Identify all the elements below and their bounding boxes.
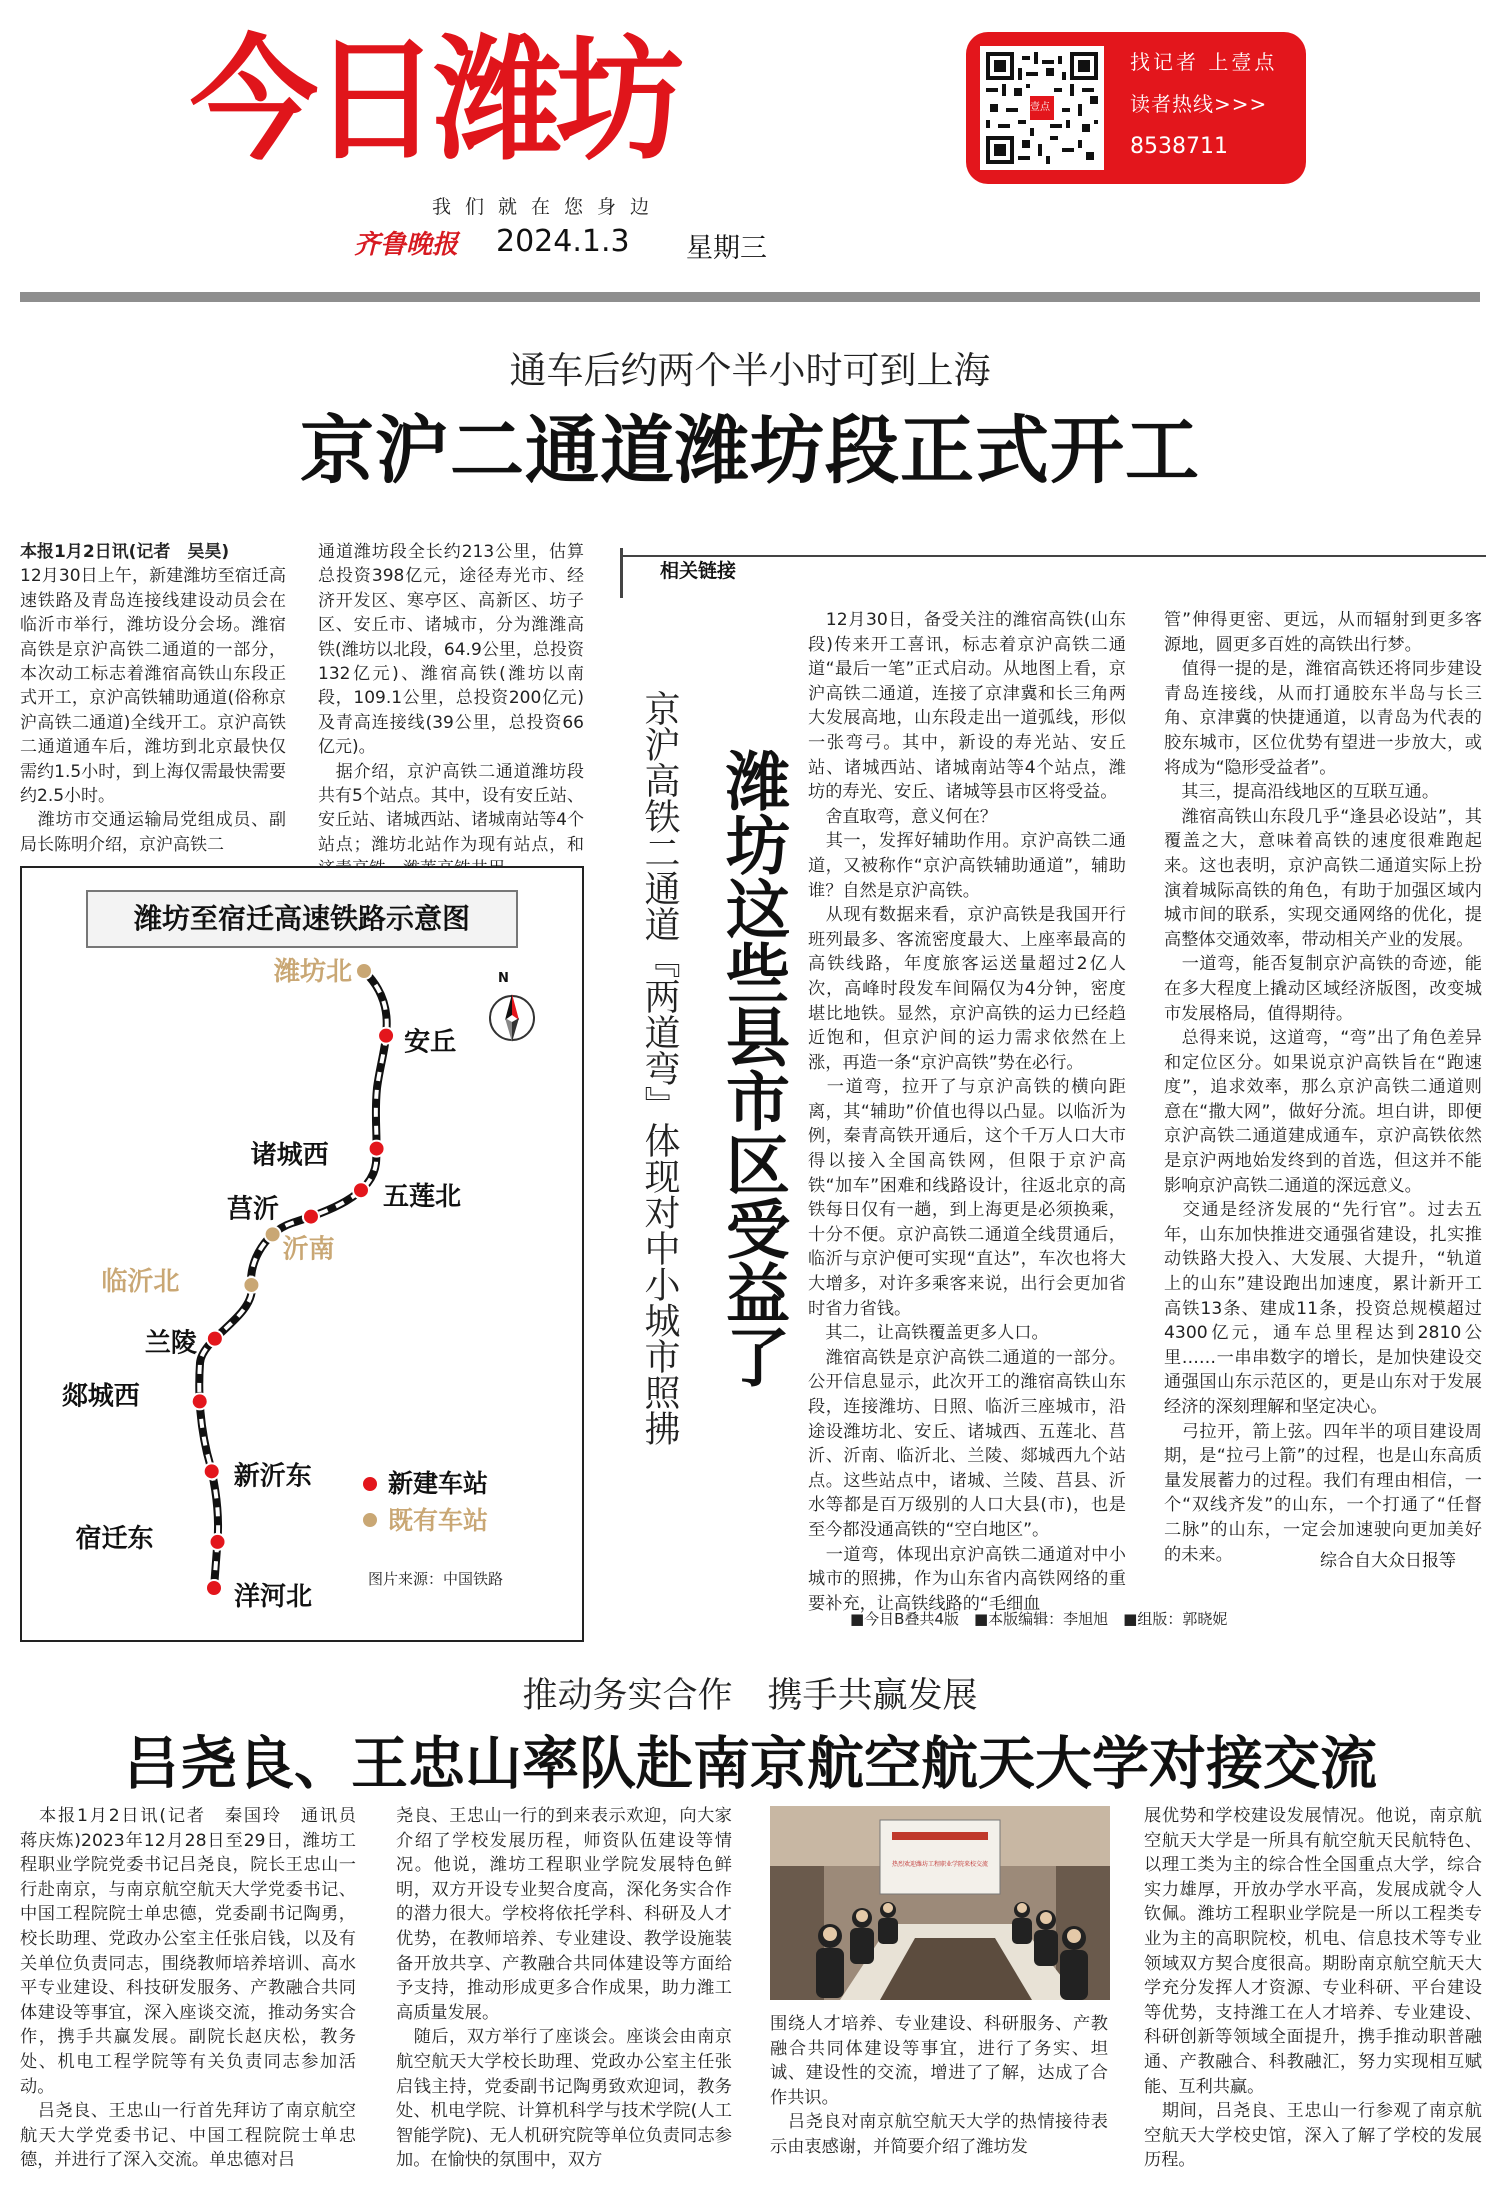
- related-box-rule: [620, 555, 1486, 557]
- station-marker-11: [210, 1534, 226, 1550]
- station-marker-12: [206, 1580, 222, 1596]
- station-label-10: 新沂东: [233, 1461, 312, 1492]
- related-link-label: 相关链接: [660, 560, 737, 582]
- station-marker-4: [353, 1182, 369, 1198]
- related-box-corner: [620, 548, 636, 598]
- north-compass-icon: [490, 971, 534, 1042]
- photo-banner-text: 热烈欢迎潍坊工程职业学院来校交流: [891, 1861, 989, 1868]
- station-label-9: 郯城西: [61, 1381, 140, 1412]
- article1-body-1: 12月30日上午，新建潍坊至宿迁高速铁路及青岛连接线建设动员会在临沂市举行，潍坊设分会场。潍宿高铁是京沪高铁二通道的一部分，本次动工标志着潍宿高铁山东段正式开工，京沪高铁辅助通道(俗称京沪高铁二通道)全线开工。京沪高铁二通道通车后，潍坊到北京最快仅需约1.5小时，到上海仅需最快需要约2.5小时。 潍坊市交通运输局党组成员、副局长陈明介绍，京沪高铁二: [20, 566, 286, 855]
- compass-north-label: N: [498, 971, 509, 986]
- masthead-slogan: 我们就在您身边: [432, 196, 664, 218]
- article2-headline[interactable]: 潍坊这些县市区受益了: [715, 748, 790, 1388]
- photo-banner: [892, 1832, 988, 1840]
- station-label-8: 兰陵: [144, 1328, 197, 1359]
- article3-subtitle: 推动务实合作 携手共赢发展: [522, 1676, 978, 1716]
- station-marker-10: [204, 1463, 220, 1479]
- article2-source: 综合自大众日报等: [1320, 1551, 1456, 1571]
- article1-column-2: 通道潍坊段全长约213公里，估算总投资398亿元，途径寿光市、经济开发区、寒亭区、高新区、坊子区、安丘市、诸城市，分为潍潍高铁(潍坊以北段，64.9公里，总投资132亿元)、潍宿高铁(潍坊以南段，109.1公里，总投资200亿元)及青高连接线(39公里，总投资66亿元)。 据介绍，京沪高铁二通道潍坊段共有5个站点。其中，设有安丘站、安丘站、诸城西站、诸城南站等4个站点；潍坊北站作为现有站点，和: [318, 542, 584, 855]
- article3-column-2: 尧良、王忠山一行的到来表示欢迎，向大家介绍了学校发展历程，师资队伍建设等情况。他说，潍坊工程职业学院发展特色鲜明，双方开设专业契合度高，深化务实合作的潜力很大。学校将依托学科、科研及人才优势，在教师培养、专业建设、教学设施装备开放共享、产教融合共同体建设等方面给予支持，推动形成更多合作成果，助力潍工高质量发展。 随后，双方举行了座谈会。座谈会由南京航空航天大学校长助理、党政办公室主任张启钱主持，党委副书记陶勇致欢迎词，教务处、机电学院、计算机科学与技术学院(人工智能学院)、无人机研究院等单位负责同志参加。在愉快的氛围中，双方: [396, 1806, 732, 2171]
- article1-subtitle: 通车后约两个半小时可到上海: [509, 349, 991, 392]
- station-marker-5: [303, 1209, 319, 1225]
- edition-info: ■今日B叠共4版 ■本版编辑：李旭旭 ■组版：郭晓妮: [850, 1610, 1228, 1628]
- legend-new-marker: [362, 1476, 378, 1492]
- railway-track: [199, 971, 386, 1588]
- hotline-line1: 找记者 上壹点: [1130, 50, 1278, 74]
- route-map-drawing: [22, 868, 582, 1640]
- station-marker-8: [207, 1331, 223, 1347]
- article3-headline[interactable]: 吕尧良、王忠山率队赴南京航空航天大学对接交流: [123, 1730, 1377, 1797]
- station-marker-2: [378, 1028, 394, 1044]
- header-divider: [20, 292, 1480, 302]
- station-marker-1: [356, 963, 372, 979]
- article3-column-1: 本报1月2日讯(记者 秦国玲 通讯员 蒋庆炼)2023年12月28日至29日，潍坊工程职业学院党委书记吕尧良，院长王忠山一行赴南京，与南京航空航天大学党委书记、中国工程院院士单忠德，党委副书记陶勇，校长助理、党政办公室主任张启钱，以及有关单位负责同志，围绕教师培养培训、高水平专业建设、科技研发服务、产教融合共同体建设等事宜，深入座谈交流，推动务实合作，携手共赢发展。副院长赵庆松，教务处、机电工程学院等有关负责同志参加活动。 吕尧良、王忠山一行首先拜访了南京航空航天大学党委书记、中国工程院院士单忠德，并进行了深入交流。单忠德对吕: [20, 1806, 356, 2171]
- article2-subtitle: 京沪高铁二通道『两道弯』体现对中小城市照拂: [639, 690, 680, 1446]
- article3-column-4: 展优势和学校建设发展情况。他说，南京航空航天大学是一所具有航空航天民航特色、以理工类为主的综合性全国重点大学，综合实力雄厚，开放办学水平高，发展成就令人钦佩。潍坊工程职业学院是一所以工程类专业为主的高职院校，机电、信息技术等专业领域双方契合度很高。期盼南京航空航天大学充分发挥人才资源、专业科研、平台建设等优势，支持潍工在人才培养、专业建设、科研创新等领域全面提升，携手推动职普融通、产教融合、科教融汇，努力实现相互赋能、互利共赢。 期间，吕尧良、王忠山一行参观了南京航空航天大学校史馆，深入了解了学校的发展历程。: [1144, 1806, 1482, 2171]
- legend-existing-label: 既有车站: [388, 1506, 489, 1535]
- qr-code-icon[interactable]: [980, 46, 1104, 170]
- station-label-12: 洋河北: [234, 1582, 313, 1612]
- hotline-line2: 读者热线>>>: [1130, 92, 1268, 116]
- qr-badge-label: 壹点: [1030, 102, 1050, 113]
- legend-new-label: 新建车站: [388, 1469, 489, 1498]
- station-label-1: 潍坊北: [274, 957, 353, 987]
- station-label-11: 宿迁东: [75, 1523, 154, 1554]
- article1-headline[interactable]: 京沪二通道潍坊段正式开工: [300, 408, 1200, 494]
- station-label-4: 五莲北: [382, 1182, 461, 1213]
- station-label-3: 诸城西: [250, 1140, 329, 1171]
- meeting-photo[interactable]: [770, 1806, 1110, 2000]
- article1-lead: 本报1月2日讯(记者 吴昊): [20, 542, 230, 562]
- station-marker-3: [369, 1141, 385, 1157]
- article2-column-2: 管”伸得更密、更远，从而辐射到更多客源地，圆更多百姓的高铁出行梦。 值得一提的是，潍宿高铁还将同步建设青岛连接线，从而打通胶东半岛与长三角、京津冀的快捷通道，以青岛为代表的胶东城市，区位优势有望进一步放大，或将成为“隐形受益者”。 其三，提高沿线地区的互联互通。 潍宿高铁山东段几乎“逢县必设站”，其覆盖之大，意味着高铁的速度很难跑起来。这也表明，京沪高铁二通道实际上扮演着城际高铁的角色，有助于加强区域内城市间的联系，实现交通网络的优化，提高整体交通效率，带动相关产业的发展。 一道弯，能否复制京沪高铁的奇迹，能在多大程度上撬动区域经济版图，改变城市发展格局，值得期待。 总得来说，这道弯，“弯”出了角色差异和定位区分。如果说京沪高铁旨在“跑速度”，追求效率，那么京沪高铁二通道则意在“撒大网”，做好分流。坦白讲，即便京沪高铁二通道建成通车，京沪高铁依然是京沪两地始发终到的首选，但这并不能影响京沪高铁二通道的深远意义。 交通是经济发展的“先行官”。过去五年，山东加快推进交通强省建设，扎实推动铁路大投入、大发展、大提升，“轨道上的山东”建设跑出加速度，累计新开工高铁13条、建成11条，投资总规模超过4300亿元，通车总里程达到2810公里……一串串数字的增长，是加快建设交通强国山东示范区的，更是山东对于发展经济的深刻理解和坚定决心。 弓拉开，箭上弦。四年半的项目建设周期，是“拉弓上箭”的过程，也是山东高质量发展蓄力的过程。我们有理由相信，一个“双线齐发”的山东，一个打通了“任督二脉”的山东，一定会加速驶向更加美好的未来。: [1164, 610, 1482, 1565]
- article1-column-1: [20, 540, 286, 857]
- paper-name: 齐鲁晚报: [354, 230, 459, 260]
- issue-weekday: 星期三: [686, 233, 767, 264]
- station-label-6: 沂南: [282, 1234, 335, 1265]
- article3-column-3: 围绕人才培养、专业建设、科研服务、产教融合共同体建设等事宜，进行了务实、坦诚、建设性的交流，增进了了解，达成了合作共识。 吕尧良对南京航空航天大学的热情接待表示由衷感谢，并简要介绍了潍坊发: [770, 2014, 1108, 2157]
- article2-column-1: 12月30日，备受关注的潍宿高铁(山东段)传来开工喜讯，标志着京沪高铁二通道“最后一笔”正式启动。从地图上看，京沪高铁二通道，连接了京津冀和长三角两大发展高地，山东段走出一道弧线，形似一张弯弓。其中，新设的寿光站、安丘站、诸城西站、诸城南站等4个站点，潍坊的寿光、安丘、诸城等县市区将受益。 舍直取弯，意义何在？ 其一，发挥好辅助作用。京沪高铁二通道，又被称作“京沪高铁辅助通道”，辅助谁？自然是京沪高铁。 从现有数据来看，京沪高铁是我国开行班列最多、客流密度最大、上座率最高的高铁线路，年度旅客运送量超过2亿人次，高峰时段发车间隔仅为4分钟，密度堪比地铁。显然，京沪高铁的运力已经趋近饱和，但京沪间的运力需求依然在上涨，再造一条“京沪高铁”势在必行。 一道弯，拉开了与京沪高铁的横向距离，其“辅助”价值也得以凸显。以临沂为例，秦青高铁开通后，这个千万人口大市得以接入全国高铁网，但限于京沪高铁“加车”困难和线路设计，往返北京的高铁每日仅有一趟，到上海更是必须换乘，十分不便。京沪高铁二通道全线贯通后，临沂与京沪便可实现“直达”，车次也将大大增多，对许多乘客来说，出行会更加省时省力省钱。 其二，让高铁覆盖更多人口。 潍宿高铁是京沪高铁二通道的一部分。公开信息显示，此次开工的潍宿高铁山东段，连接潍坊、日照、临沂三座城市，沿途设潍坊北、安丘、诸城西、五莲北、莒沂、沂南、临沂北、兰陵、郯城西九个站点。这些站点中，诸城、兰陵、莒县、沂水等都是百万级别的人口大县(市)，也是至今都没通高铁的“空白地区”。 一道弯，体现出京沪高铁二通道对中小城市的照拂，作为山东省内高铁网络的重要补充，让高铁线路的“毛细血: [808, 610, 1126, 1614]
- station-marker-7: [243, 1277, 259, 1293]
- station-label-7: 临沂北: [101, 1266, 180, 1297]
- map-title: 潍坊至宿迁高速铁路示意图: [86, 890, 518, 948]
- map-legend: [362, 1469, 503, 1588]
- station-marker-9: [192, 1393, 208, 1409]
- station-label-2: 安丘: [404, 1027, 457, 1058]
- masthead-logo: 今日潍坊: [190, 22, 679, 180]
- station-marker-6: [265, 1226, 281, 1242]
- issue-date: 2024.1.3: [496, 224, 630, 259]
- hotline-number[interactable]: 8538711: [1130, 134, 1228, 159]
- legend-existing-marker: [362, 1512, 378, 1528]
- station-label-5: 莒沂: [226, 1194, 279, 1225]
- map-source: 图片来源：中国铁路: [368, 1570, 504, 1588]
